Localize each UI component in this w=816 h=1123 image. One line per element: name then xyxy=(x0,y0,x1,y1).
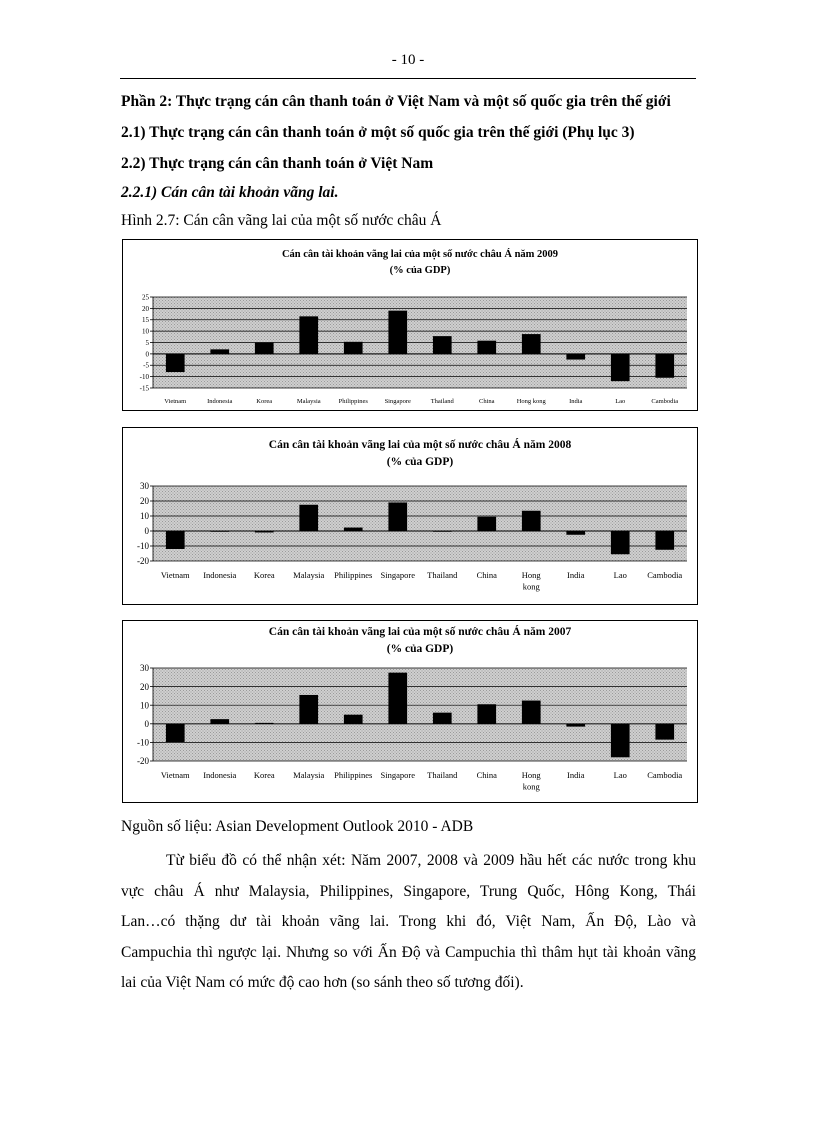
category-label: Korea xyxy=(253,570,275,580)
bar-india xyxy=(566,354,585,360)
category-label: China xyxy=(478,398,495,405)
y-tick-label: -10 xyxy=(137,737,149,748)
heading-2-2-1: 2.2.1) Cán cân tài khoản vãng lai. xyxy=(121,184,339,201)
bar-singapore xyxy=(388,503,407,532)
category-label: Vietnam xyxy=(160,570,190,580)
category-label: Philippines xyxy=(334,770,373,780)
y-tick-label: -15 xyxy=(139,384,149,393)
category-label: India xyxy=(567,570,585,580)
y-tick-label: 30 xyxy=(140,663,149,674)
category-label: Lao xyxy=(615,398,626,405)
bar-malaysia xyxy=(299,316,318,354)
bar-china xyxy=(477,704,496,724)
bar-indonesia xyxy=(210,349,229,354)
y-tick-label: 15 xyxy=(142,316,149,325)
category-label: Korea xyxy=(256,398,273,405)
category-label: Vietnam xyxy=(164,398,187,405)
bar-thailand xyxy=(433,336,452,354)
bar-china xyxy=(477,341,496,354)
bar-singapore xyxy=(388,311,407,354)
bar-china xyxy=(477,517,496,531)
chart-subtitle: (% của GDP) xyxy=(386,456,454,468)
bar-vietnam xyxy=(166,354,185,372)
category-label: Vietnam xyxy=(160,770,190,780)
chart-subtitle: (% của GDP) xyxy=(389,265,451,276)
bar-lao xyxy=(611,724,630,757)
chart-2008-svg xyxy=(123,428,697,604)
category-label: Cambodia xyxy=(647,570,683,580)
y-tick-label: 10 xyxy=(142,327,149,336)
category-label: Lao xyxy=(613,570,627,580)
category-label: Indonesia xyxy=(203,770,237,780)
paragraph-line: lai của Việt Nam có mức độ cao hơn (so sánh theo số tương đối). xyxy=(121,974,524,991)
category-label: Singapore xyxy=(380,570,415,580)
y-tick-label: 20 xyxy=(140,681,149,692)
bar-vietnam xyxy=(166,531,185,549)
bar-cambodia xyxy=(655,724,674,740)
chart-2007 xyxy=(122,620,698,803)
bar-singapore xyxy=(388,673,407,724)
category-label: Malaysia xyxy=(296,398,321,405)
paragraph-line: Lan…có thặng dư tài khoản vãng lai. Trong khi đó, Việt Nam, Ấn Độ, Lào và xyxy=(121,913,696,930)
y-tick-label: -10 xyxy=(139,373,149,382)
paragraph-line: vực châu Á như Malaysia, Philippines, Singapore, Trung Quốc, Hông Kong, Thái xyxy=(121,882,696,900)
bar-lao xyxy=(611,531,630,554)
category-label: Malaysia xyxy=(293,770,325,780)
chart-title: Cán cân tài khoản vãng lai của một số nước châu Á năm 2008 xyxy=(268,439,572,451)
bar-lao xyxy=(611,354,630,381)
category-label: Singapore xyxy=(380,770,415,780)
category-label: Thailand xyxy=(427,570,458,580)
category-label: Singapore xyxy=(384,398,411,405)
bar-hong-kong xyxy=(522,511,541,531)
y-tick-label: 0 xyxy=(144,526,149,537)
heading-2-2: 2.2) Thực trạng cán cân thanh toán ở Việt Nam xyxy=(121,155,434,172)
chart-title: Cán cân tài khoản vãng lai của một số nước châu Á năm 2009 xyxy=(281,249,559,260)
figure-caption: Hình 2.7: Cán cân vãng lai của một số nước châu Á xyxy=(121,212,442,229)
category-label: Hong kong xyxy=(521,770,541,792)
chart-2009 xyxy=(122,239,698,411)
y-tick-label: -20 xyxy=(137,756,149,767)
category-label: Hong kong xyxy=(516,398,546,405)
y-tick-label: -10 xyxy=(137,541,149,552)
category-label: Thailand xyxy=(430,398,454,405)
bar-philippines xyxy=(344,715,363,724)
y-tick-label: 10 xyxy=(140,700,149,711)
chart-2008 xyxy=(122,427,698,605)
y-tick-label: 0 xyxy=(145,350,149,359)
heading-part-2: Phần 2: Thực trạng cán cân thanh toán ở Việt Nam và một số quốc gia trên thế giới xyxy=(121,93,671,110)
chart-title: Cán cân tài khoản vãng lai của một số nước châu Á năm 2007 xyxy=(268,626,572,638)
category-label: China xyxy=(476,770,497,780)
bar-korea xyxy=(255,343,274,354)
header-rule xyxy=(120,78,696,79)
bar-philippines xyxy=(344,342,363,354)
y-tick-label: 10 xyxy=(140,511,149,522)
chart-2007-svg xyxy=(123,621,697,802)
bar-malaysia xyxy=(299,505,318,531)
bar-thailand xyxy=(433,713,452,724)
y-tick-label: 20 xyxy=(142,304,149,313)
category-label: Thailand xyxy=(427,770,458,780)
category-label: China xyxy=(476,570,497,580)
page-number: - 10 - xyxy=(391,52,425,68)
chart-subtitle: (% của GDP) xyxy=(386,643,454,655)
bar-cambodia xyxy=(655,354,674,378)
y-tick-label: 0 xyxy=(144,718,149,729)
plot-area xyxy=(153,486,687,561)
category-label: Korea xyxy=(253,770,275,780)
category-label: Cambodia xyxy=(647,770,683,780)
category-label: Hong kong xyxy=(521,570,541,592)
y-tick-label: -20 xyxy=(137,556,149,567)
bar-vietnam xyxy=(166,724,185,743)
category-label: Indonesia xyxy=(203,570,237,580)
analysis-paragraph xyxy=(121,846,696,999)
paragraph-line: Từ biểu đồ có thể nhận xét: Năm 2007, 2008 và 2009 hầu hết các nước trong khu xyxy=(166,852,696,869)
y-tick-label: -5 xyxy=(143,361,149,370)
y-tick-label: 5 xyxy=(145,338,149,347)
category-label: Lao xyxy=(613,770,627,780)
data-source-note: Nguồn số liệu: Asian Development Outlook 2010 - ADB xyxy=(121,818,474,835)
category-label: India xyxy=(567,770,585,780)
paragraph-line: Campuchia thì ngược lại. Nhưng so với Ấn Độ và Campuchia thì thâm hụt tài khoản vãng xyxy=(121,943,696,961)
plot-area xyxy=(153,668,687,761)
y-tick-label: 25 xyxy=(142,293,149,302)
bar-indonesia xyxy=(210,719,229,724)
bar-cambodia xyxy=(655,531,674,550)
category-label: Philippines xyxy=(334,570,373,580)
y-tick-label: 20 xyxy=(140,496,149,507)
chart-2009-svg xyxy=(123,240,697,410)
heading-2-1: 2.1) Thực trạng cán cân thanh toán ở một số quốc gia trên thế giới (Phụ lục 3) xyxy=(121,124,635,141)
bar-hong-kong xyxy=(522,701,541,724)
y-tick-label: 30 xyxy=(140,481,149,492)
bar-malaysia xyxy=(299,695,318,724)
category-label: Philippines xyxy=(338,398,368,405)
bar-hong-kong xyxy=(522,334,541,354)
category-label: India xyxy=(569,398,583,405)
bar-india xyxy=(566,531,585,535)
category-label: Malaysia xyxy=(293,570,325,580)
category-label: Indonesia xyxy=(207,398,233,405)
category-label: Cambodia xyxy=(651,398,679,405)
bar-philippines xyxy=(344,528,363,531)
